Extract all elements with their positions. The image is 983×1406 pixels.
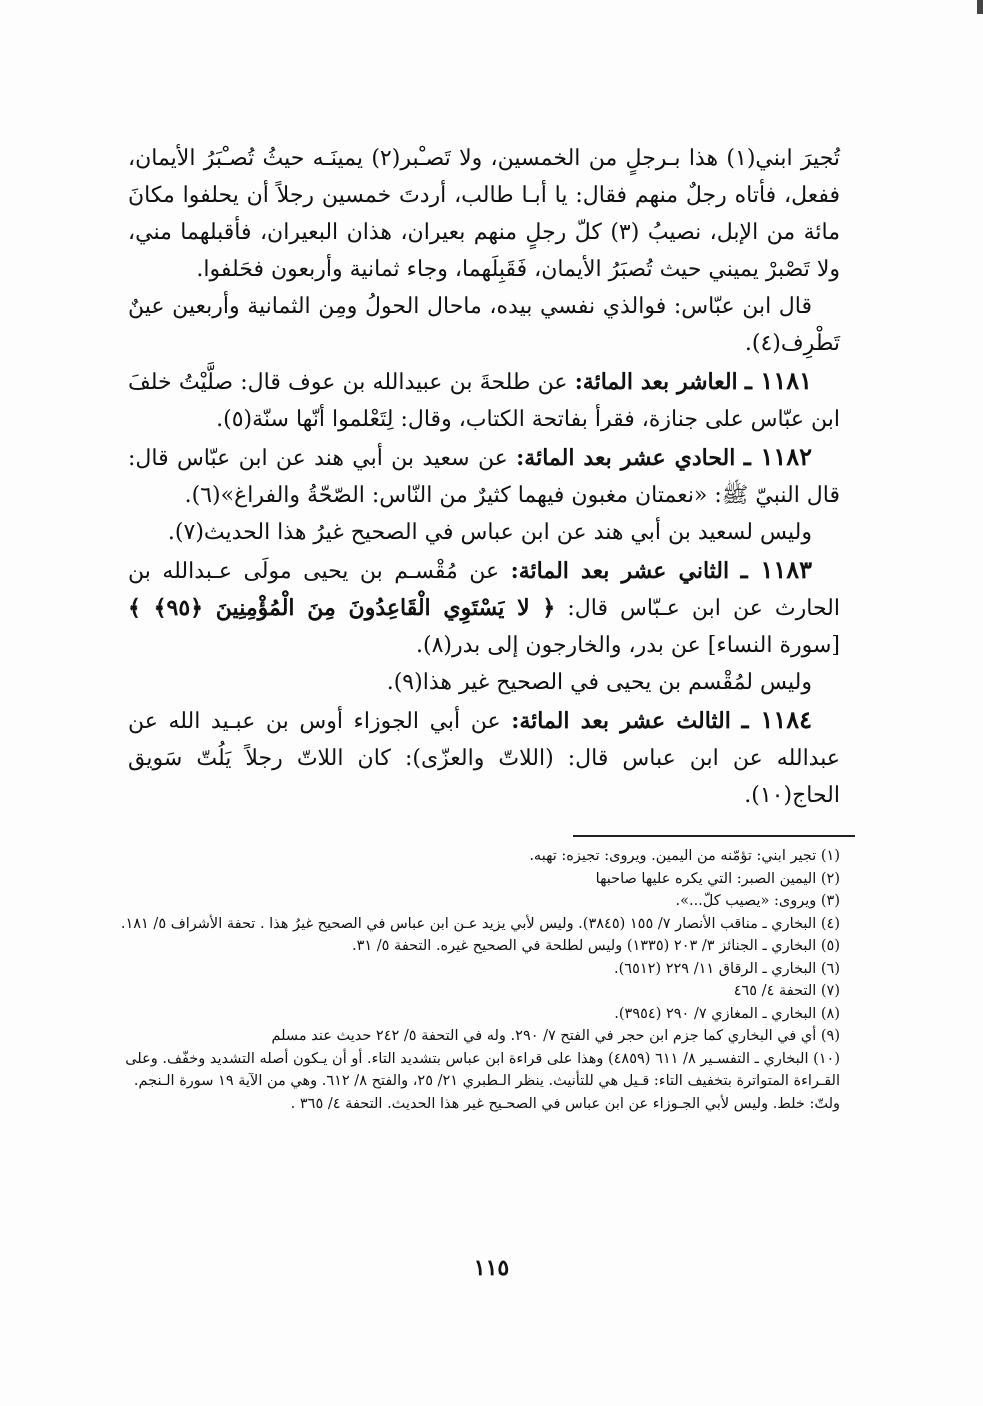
hadith-1182 bbox=[128, 438, 840, 514]
hadith-text: عن مُقْسـم بن يحيى مولَى عـبدالله بن الحارث عن ابن عـبّاس قال: bbox=[128, 559, 840, 621]
footnote: (٢) اليمين الصبر: التي يكره عليها صاحبها bbox=[595, 870, 840, 887]
hadith-number: ١١٨٢ ـ bbox=[743, 442, 812, 471]
footnote: (٤) البخاري ـ مناقب الأنصار ٧/ ١٥٥ (٣٨٤٥). وليس لأبي يزيد عـن ابن عباس في الصحيح غيرُ هذا . تحفة الأشراف ٥/ ١٨١. bbox=[120, 915, 840, 932]
footnote: (٥) البخاري ـ الجنائز ٣/ ٢٠٣ (١٣٣٥) وليس لطلحة في الصحيح غيره. التحفة ٥/ ٣١. bbox=[351, 938, 840, 954]
footnote: (٣) ويروى: «يصيب كلّ...». bbox=[675, 893, 840, 909]
paragraph-1: تُجيرَ ابني(١) هذا بـرجلٍ من الخمسين، ولا تَصـْبر(٢) يمينَـه حيثُ تُصـْبَرُ الأيمان، ففعل، فأتاه رجلٌ منهم فقال: يا أبـا طالب، أردتَ خمسين رجلاً أن يحلفوا مكانَ مائة من الإبل، نصيبُ (٣) كلّ رجلٍ منهم بعيران، هذان البعيران، فأقبلهما مني، ولا تَصْبرْ يميني حيث تُصبَرُ الأيمان، فَقَبِلَهما، وجاء ثمانية وأربعون فحَلفوا. bbox=[128, 146, 841, 282]
hadith-text: عن سعيد بن أبي هند عن ابن عبّاس قال: قال النبيّ ﷺ: «نعمتان مغبون فيهما كثيرٌ من النّاس: الصّحّةُ والفراغ»(٦). bbox=[128, 446, 840, 508]
scan-edge-mark bbox=[977, 0, 983, 14]
hadith-1183-note: وليس لمُقْسم بن يحيى في الصحيح غير هذا(٩). bbox=[386, 670, 812, 695]
footnote: (٨) البخاري ـ المغازي ٧/ ٢٩٠ (٣٩٥٤). bbox=[614, 1005, 840, 1022]
page-number: ١١٥ bbox=[473, 1255, 510, 1281]
hadith-heading: الثاني عشر بعد المائة: bbox=[510, 558, 730, 584]
footnote: (١٠) البخاري ـ التفسـير ٨/ ٦١١ (٤٨٥٩) وهذا على قراءة ابن عباس بتشديد التاء. أو أن يـكون أصله التشديد وخفّف. وعلى القـراءة المتواترة بتخفيف التاء: قـيل هي للتأنيث. ينظر الـطبري ٢١/ ٢٥، والفتح ٨/ ٦١٢. وهي من الآية ١٩ سورة الـنجم. ولتّ: خلط. وليس لأبي الجـوزاء عن ابن عباس في الصحـيح غير هذا الحديث. التحفة ٤/ ٣٦٥ . bbox=[125, 1050, 840, 1112]
footnote: (٩) أي في البخاري كما جزم ابن حجر في الفتح ٧/ ٢٩٠. وله في التحفة ٥/ ٢٤٢ حديث عند مسلم bbox=[271, 1028, 840, 1044]
hadith-heading: الثالث عشر بعد المائة: bbox=[511, 708, 731, 734]
hadith-number: ١١٨٣ ـ bbox=[740, 555, 812, 584]
hadith-1182-note: وليس لسعيد بن أبي هند عن ابن عباس في الصحيح غيرُ هذا الحديث(٧). bbox=[167, 520, 812, 545]
hadith-text-cont: [سورة النساء] عن بدر، والخارجون إلى بدر(٨). bbox=[416, 633, 840, 658]
quran-verse: ﴿ لا يَسْتَوِي الْقَاعِدُونَ مِنَ الْمُؤْمِنِينَ ﴿٩٥﴾ ﴾ bbox=[128, 595, 556, 621]
hadith-text: عن أبي الجوزاء أوس بن عبـيد الله عن عبدالله عن ابن عباس قال: (اللاتّ والعزّى): كان اللاتّ رجلاً يَلُتّ سَويق الحاج(١٠). bbox=[128, 709, 840, 808]
footnote: (٧) التحفة ٤/ ٤٦٥ bbox=[733, 983, 840, 999]
hadith-text: عن طلحةَ بن عبيدالله بن عوف قال: صلَّيْتُ خلفَ ابن عبّاس على جنازة، فقرأ بفاتحة الكتاب، وقال: لِتَعْلموا أنّها سنّة(٥). bbox=[128, 370, 840, 432]
footnote: (٦) البخاري ـ الرقاق ١١/ ٢٢٩ (٦٥١٢). bbox=[614, 960, 840, 977]
hadith-1181 bbox=[128, 362, 840, 438]
hadith-heading: الحادي عشر بعد المائة: bbox=[516, 445, 736, 471]
footnotes bbox=[118, 845, 840, 1115]
paragraph-2: قال ابن عبّاس: فوالذي نفسي بيده، ماحال الحولُ ومِن الثمانية وأربعين عينٌ تَطْرِف(٤). bbox=[128, 294, 840, 356]
footnote-separator bbox=[573, 835, 855, 837]
footnote: (١) تجير ابني: تؤمّنه من اليمين. ويروى: تجيزه: تهبه. bbox=[529, 848, 840, 864]
hadith-heading: العاشر بعد المائة: bbox=[574, 369, 738, 395]
hadith-1184 bbox=[128, 701, 840, 814]
hadith-number: ١١٨٤ ـ bbox=[741, 705, 812, 734]
main-text bbox=[128, 140, 840, 814]
hadith-number: ١١٨١ ـ bbox=[744, 366, 812, 395]
hadith-1183 bbox=[128, 551, 840, 664]
